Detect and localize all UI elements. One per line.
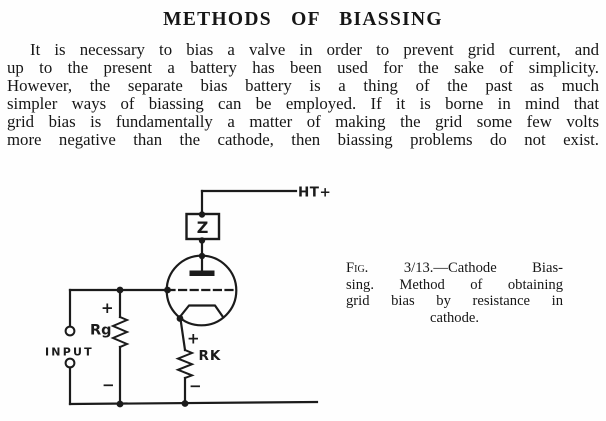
junction-dot	[199, 237, 205, 243]
cathode-resistor-label: RK	[198, 348, 222, 364]
paragraph-line: simpler ways of biassing can be employed. If it is borne in mind that	[7, 94, 599, 113]
caption-line: grid bias by resistance in	[346, 293, 563, 309]
cathode-lead	[181, 319, 186, 350]
paragraph-line: grid bias is fundamentally a matter of making the grid some few volts	[7, 112, 599, 131]
junction-dot	[199, 253, 205, 259]
rg-plus-sign: +	[101, 299, 114, 317]
junction-dot	[177, 315, 184, 322]
junction-dot	[117, 401, 124, 408]
input-terminal-bottom	[66, 359, 75, 368]
junction-dot	[182, 400, 189, 407]
fig-label: Fig.	[346, 260, 369, 276]
caption-line	[346, 260, 563, 277]
caption-line: sing. Method of obtaining	[346, 276, 563, 293]
anode-bar	[190, 271, 215, 277]
junction-dot	[199, 211, 205, 217]
grid-resistor-zigzag	[113, 317, 127, 347]
cathode-resistor-zigzag	[178, 350, 192, 378]
grid-resistor-label: Rg	[90, 322, 112, 339]
ht-supply-label: HT+	[298, 184, 332, 201]
junction-dot	[164, 287, 171, 294]
rg-minus-sign: −	[102, 376, 115, 394]
paragraph-line: It is necessary to bias a valve in order to prevent grid current, and	[30, 40, 599, 59]
page-title: METHODS OF BIASSING	[163, 9, 443, 30]
paragraph-line: more negative than the cathode, then biassing problems do not exist.	[7, 130, 599, 149]
paragraph-line: up to the present a battery has been used for the sake of simplicity.	[7, 58, 599, 77]
caption-line1-rest: 3/13.—Cathode Bias-	[403, 260, 563, 276]
input-label: INPUT	[45, 345, 94, 359]
rk-minus-sign: −	[189, 377, 202, 395]
ground-rail	[70, 402, 317, 404]
junction-dot	[117, 287, 124, 294]
impedance-label: Z	[196, 218, 209, 237]
figure-caption	[346, 260, 563, 326]
input-terminal-top	[66, 327, 75, 336]
caption-line: cathode.	[429, 309, 480, 326]
paragraph-line: However, the separate bias battery is a thing of the past as much	[7, 76, 599, 95]
cathode-electrode	[179, 306, 223, 319]
rk-plus-sign: +	[187, 329, 200, 348]
